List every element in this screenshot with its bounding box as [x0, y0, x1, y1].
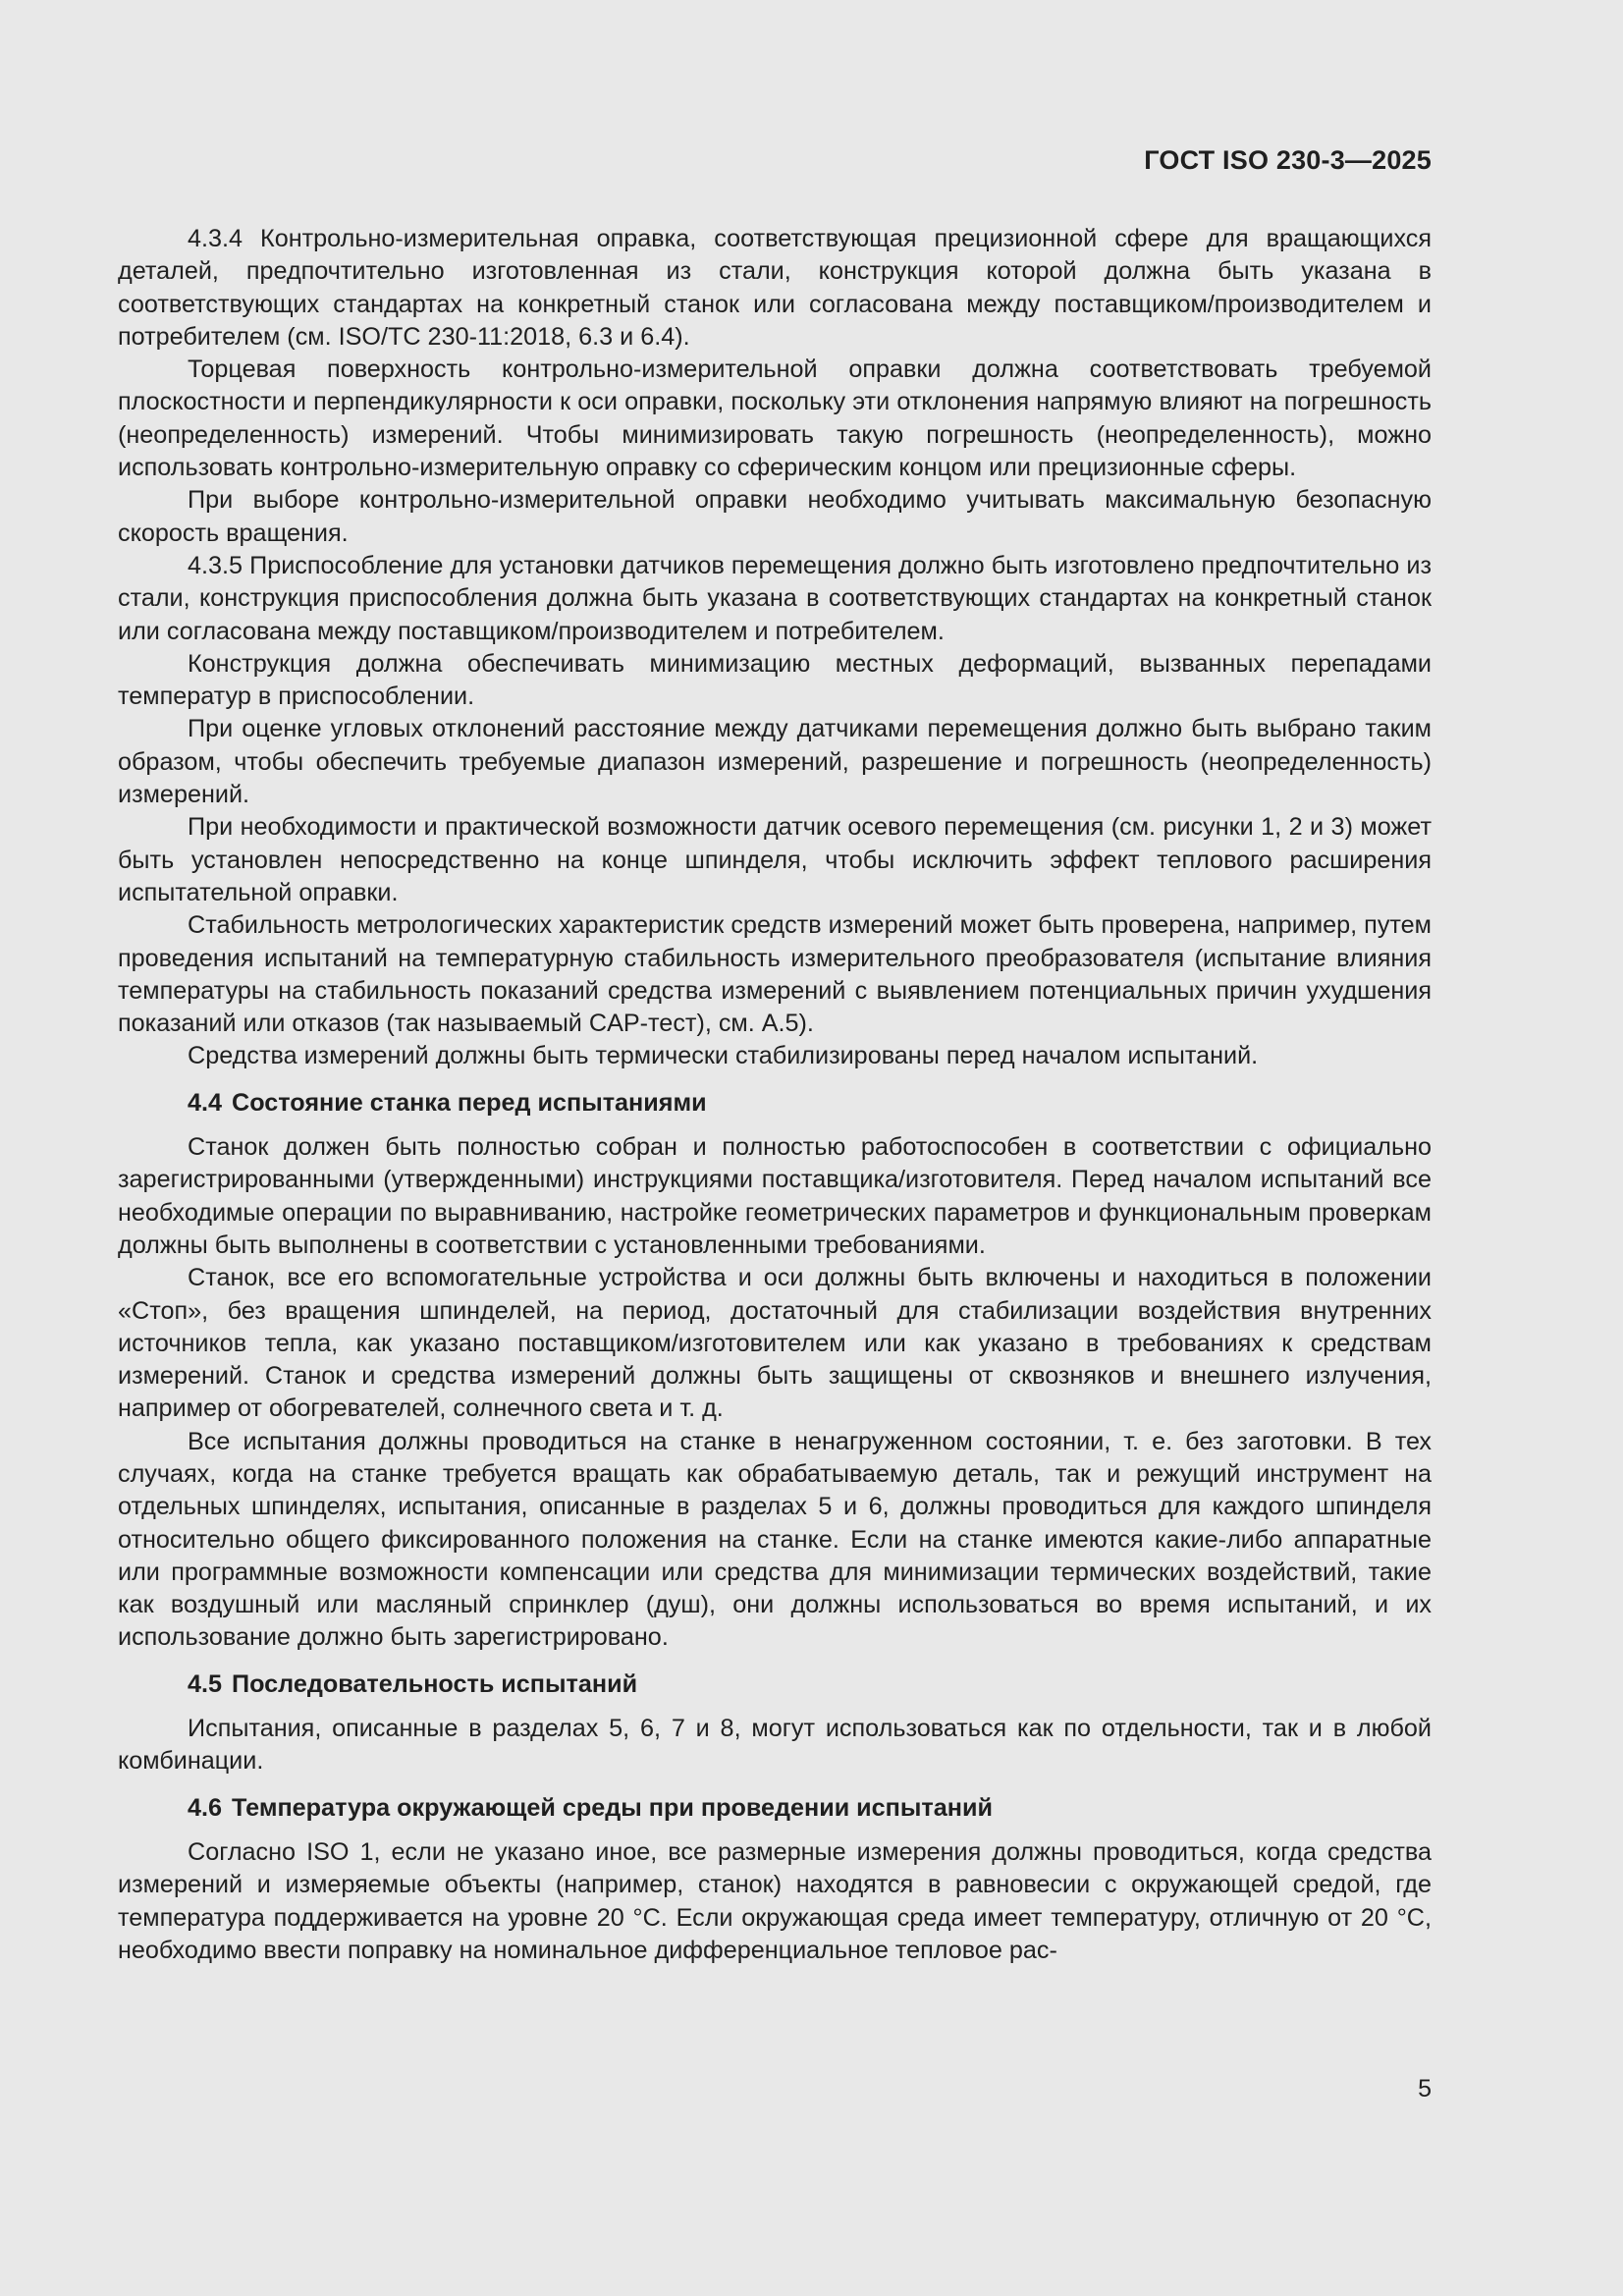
- section-heading-4-4: [118, 1087, 1432, 1120]
- paragraph: Торцевая поверхность контрольно-измерительной оправки должна соответствовать требуемой плоскостности и перпендикулярности к оси оправки, поскольку эти отклонения напрямую влияют на погрешность (неопределенность) измерений. Чтобы минимизировать такую погрешность (неопределенность), можно использовать контрольно-измерительную оправку со сферическим концом или прецизионные сферы.: [118, 355, 1432, 482]
- paragraph: Испытания, описанные в разделах 5, 6, 7 и 8, могут использоваться как по отдельности, так и в любой комбинации.: [118, 1715, 1432, 1776]
- paragraph: Согласно ISO 1, если не указано иное, все размерные измерения должны проводиться, когда средства измерений и измеряемые объекты (например, станок) находятся в равновесии с окружающей средой, где температура поддерживается на уровне 20 °C. Если окружающая среда имеет температуру, отличную от 20 °C, необходимо ввести поправку на номинальное дифференциальное тепловое рас-: [118, 1837, 1432, 1964]
- section-number: 4.4: [188, 1088, 223, 1117]
- section-title: Состояние станка перед испытаниями: [232, 1088, 707, 1117]
- paragraph: При выборе контрольно-измерительной оправки необходимо учитывать максимальную безопасную скорость вращения.: [118, 486, 1432, 547]
- document-body: [118, 223, 1432, 1967]
- paragraph: 4.3.4 Контрольно-измерительная оправка, соответствующая прецизионной сфере для вращающихся деталей, предпочтительно изготовленная из стали, конструкция которой должна быть указана в соответствующих стандартах на конкретный станок или согласована между поставщиком/производителем и потребителем (см. ISO/TC 230-11:2018, 6.3 и 6.4).: [118, 225, 1432, 351]
- section-number: 4.6: [188, 1793, 223, 1822]
- paragraph: При оценке угловых отклонений расстояние между датчиками перемещения должно быть выбрано таким образом, чтобы обеспечить требуемые диапазон измерений, разрешение и погрешность (неопределенность) измерений.: [118, 715, 1432, 809]
- paragraph: Стабильность метрологических характеристик средств измерений может быть проверена, например, путем проведения испытаний на температурную стабильность измерительного преобразователя (испытание влияния температуры на стабильность показаний средства измерений с выявлением потенциальных причин ухудшения показаний или отказов (так называемый CAP-тест), см. A.5).: [118, 911, 1432, 1038]
- paragraph: Станок должен быть полностью собран и полностью работоспособен в соответствии с официально зарегистрированными (утвержденными) инструкциями поставщика/изготовителя. Перед началом испытаний все необходимые операции по выравниванию, настройке геометрических параметров и функциональным проверкам должны быть выполнены в соответствии с установленными требованиями.: [118, 1133, 1432, 1259]
- paragraph: Все испытания должны проводиться на станке в ненагруженном состоянии, т. е. без заготовки. В тех случаях, когда на станке требуется вращать как обрабатываемую деталь, так и режущий инструмент на отдельных шпинделях, испытания, описанные в разделах 5 и 6, должны проводиться для каждого шпинделя относительно общего фиксированного положения на станке. Если на станке имеются какие-либо аппаратные или программные возможности компенсации или средства для минимизации термических воздействий, такие как воздушный или масляный спринклер (душ), они должны использоваться во время испытаний, и их использование должно быть зарегистрировано.: [118, 1427, 1432, 1652]
- document-header: ГОСТ ISO 230-3—2025: [1144, 145, 1432, 175]
- paragraph: При необходимости и практической возможности датчик осевого перемещения (см. рисунки 1, 2 и 3) может быть установлен непосредственно на конце шпинделя, чтобы исключить эффект теплового расширения испытательной оправки.: [118, 813, 1432, 906]
- page-number: 5: [1418, 2075, 1432, 2103]
- paragraph: Станок, все его вспомогательные устройства и оси должны быть включены и находиться в положении «Стоп», без вращения шпинделей, на период, достаточный для стабилизации воздействия внутренних источников тепла, как указано поставщиком/изготовителем или как указано в требованиях к средствам измерений. Станок и средства измерений должны быть защищены от сквозняков и внешнего излучения, например от обогревателей, солнечного света и т. д.: [118, 1264, 1432, 1423]
- section-title: Температура окружающей среды при проведении испытаний: [232, 1793, 993, 1822]
- section-heading-4-5: [118, 1668, 1432, 1701]
- paragraph: 4.3.5 Приспособление для установки датчиков перемещения должно быть изготовлено предпочтительно из стали, конструкция приспособления должна быть указана в соответствующих стандартах на конкретный станок или согласована между поставщиком/производителем и потребителем.: [118, 551, 1432, 645]
- paragraph: Средства измерений должны быть термически стабилизированы перед началом испытаний.: [188, 1042, 1259, 1070]
- section-title: Последовательность испытаний: [232, 1669, 638, 1698]
- paragraph: Конструкция должна обеспечивать минимизацию местных деформаций, вызванных перепадами температур в приспособлении.: [118, 649, 1432, 711]
- section-number: 4.5: [188, 1669, 223, 1698]
- section-heading-4-6: [118, 1792, 1432, 1825]
